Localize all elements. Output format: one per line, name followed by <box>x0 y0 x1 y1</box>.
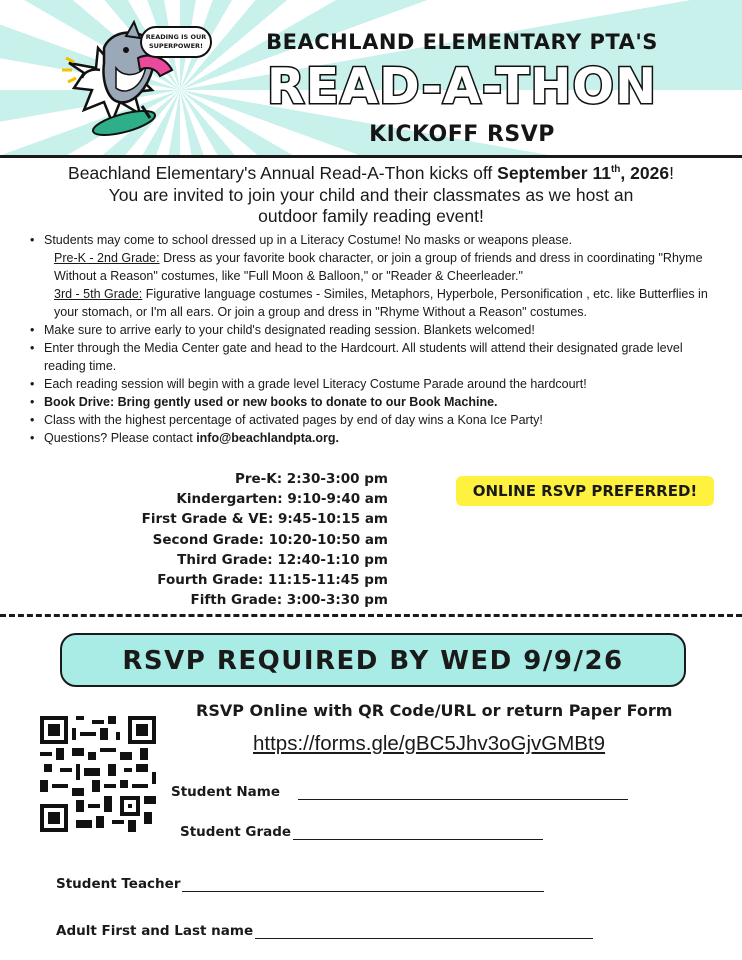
student-grade-label: Student Grade <box>180 824 292 840</box>
intro-paragraph <box>30 163 712 228</box>
third-label: 3rd - 5th Grade: <box>54 287 143 301</box>
page-title: READ-A-THON <box>266 58 658 115</box>
schedule-row: Kindergarten: 9:10-9:40 am <box>176 491 388 508</box>
bubble-line-1: READING IS OUR <box>145 33 207 41</box>
list-item-kona: • Class with the highest percentage of activated pages by end of day wins a Kona Ice Party! <box>26 411 726 429</box>
cut-line-divider <box>0 614 742 617</box>
reading-schedule <box>100 469 388 610</box>
list-item-arrive: • Make sure to arrive early to your child's designated reading session. Blankets welcomed! <box>26 321 726 339</box>
intro-text: Beachland Elementary's Annual Read-A-Thon kicks off <box>68 163 498 183</box>
list-item-costume <box>26 231 726 321</box>
prek-costume-note <box>44 249 726 285</box>
student-grade-field[interactable] <box>180 824 543 840</box>
student-teacher-field[interactable] <box>56 876 544 892</box>
speech-bubble <box>140 26 212 58</box>
book-drive-text: Book Drive: Bring gently used or new books to donate to our Book Machine. <box>44 395 498 409</box>
rsvp-form-link[interactable]: https://forms.gle/gBC5Jhv3oGjvGMBt9 <box>253 732 606 755</box>
prek-label: Pre-K - 2nd Grade: <box>54 251 160 265</box>
schedule-row: Pre-K: 2:30-3:00 pm <box>234 471 388 487</box>
schedule-row: Fourth Grade: 11:15-11:45 pm <box>157 572 388 589</box>
questions-text: Questions? Please contact <box>44 431 197 445</box>
rsvp-deadline-banner: RSVP REQUIRED BY WED 9/9/26 <box>60 633 686 687</box>
qr-code-icon[interactable] <box>40 716 156 832</box>
student-name-line[interactable] <box>298 786 628 800</box>
student-name-field[interactable] <box>171 784 628 800</box>
intro-line-2: You are invited to join your child and their classmates as we host an <box>108 184 634 205</box>
contact-email[interactable]: info@beachlandpta.org. <box>196 431 339 445</box>
pta-title: BEACHLAND ELEMENTARY PTA'S <box>266 30 658 54</box>
schedule-row: Fifth Grade: 3:00-3:30 pm <box>190 592 388 609</box>
intro-line-3: outdoor family reading event! <box>258 206 484 226</box>
online-rsvp-badge: ONLINE RSVP PREFERRED! <box>456 476 714 506</box>
schedule-row: Third Grade: 12:40-1:10 pm <box>177 551 388 568</box>
student-teacher-line[interactable] <box>182 878 544 892</box>
schedule-row: Second Grade: 10:20-10:50 am <box>152 531 388 548</box>
list-item-parade: • Each reading session will begin with a grade level Literacy Costume Parade around the hardcourt! <box>26 375 726 393</box>
adult-name-line[interactable] <box>255 925 593 939</box>
header-divider <box>0 155 742 158</box>
intro-exclaim: ! <box>669 163 674 183</box>
costume-text: Students may come to school dressed up in a Literacy Costume! No masks or weapons please. <box>44 233 573 247</box>
student-grade-line[interactable] <box>293 826 543 840</box>
intro-date <box>497 163 669 183</box>
intro-date-year: , 2026 <box>620 163 670 183</box>
prek-text: Dress as your favorite book character, or join a group of friends and dress in coordinating "Rhyme Without a Reason" costumes, like "Full Moon & Balloon," or "Reader & Cheerleader." <box>54 251 703 283</box>
list-item-enter: • Enter through the Media Center gate and head to the Hardcourt. All students will attend their designated grade level reading time. <box>26 339 726 375</box>
list-item-book-drive <box>26 393 726 411</box>
third-text: Figurative language costumes - Similes, Metaphors, Hyperbole, Personification , etc. like Butterflies in your stomach, or I'm all ears. Or join a group and dress in "Rhyme Without a Reason" costumes. <box>54 287 708 319</box>
list-item-questions <box>26 429 726 447</box>
adult-name-label: Adult First and Last name <box>56 923 254 939</box>
student-teacher-label: Student Teacher <box>56 876 181 892</box>
intro-date-text: September 11 <box>497 163 611 183</box>
page-subtitle: KICKOFF RSVP <box>369 122 555 147</box>
third-costume-note <box>44 285 726 321</box>
info-list <box>26 231 726 447</box>
header-banner <box>0 0 742 158</box>
bubble-line-2: SUPERPOWER! <box>148 42 204 50</box>
student-name-label: Student Name <box>171 784 281 800</box>
rsvp-online-heading: RSVP Online with QR Code/URL or return Paper Form <box>196 701 673 720</box>
schedule-row: First Grade & VE: 9:45-10:15 am <box>141 511 388 528</box>
adult-name-field[interactable] <box>56 923 593 939</box>
intro-date-suffix: th <box>610 164 621 176</box>
